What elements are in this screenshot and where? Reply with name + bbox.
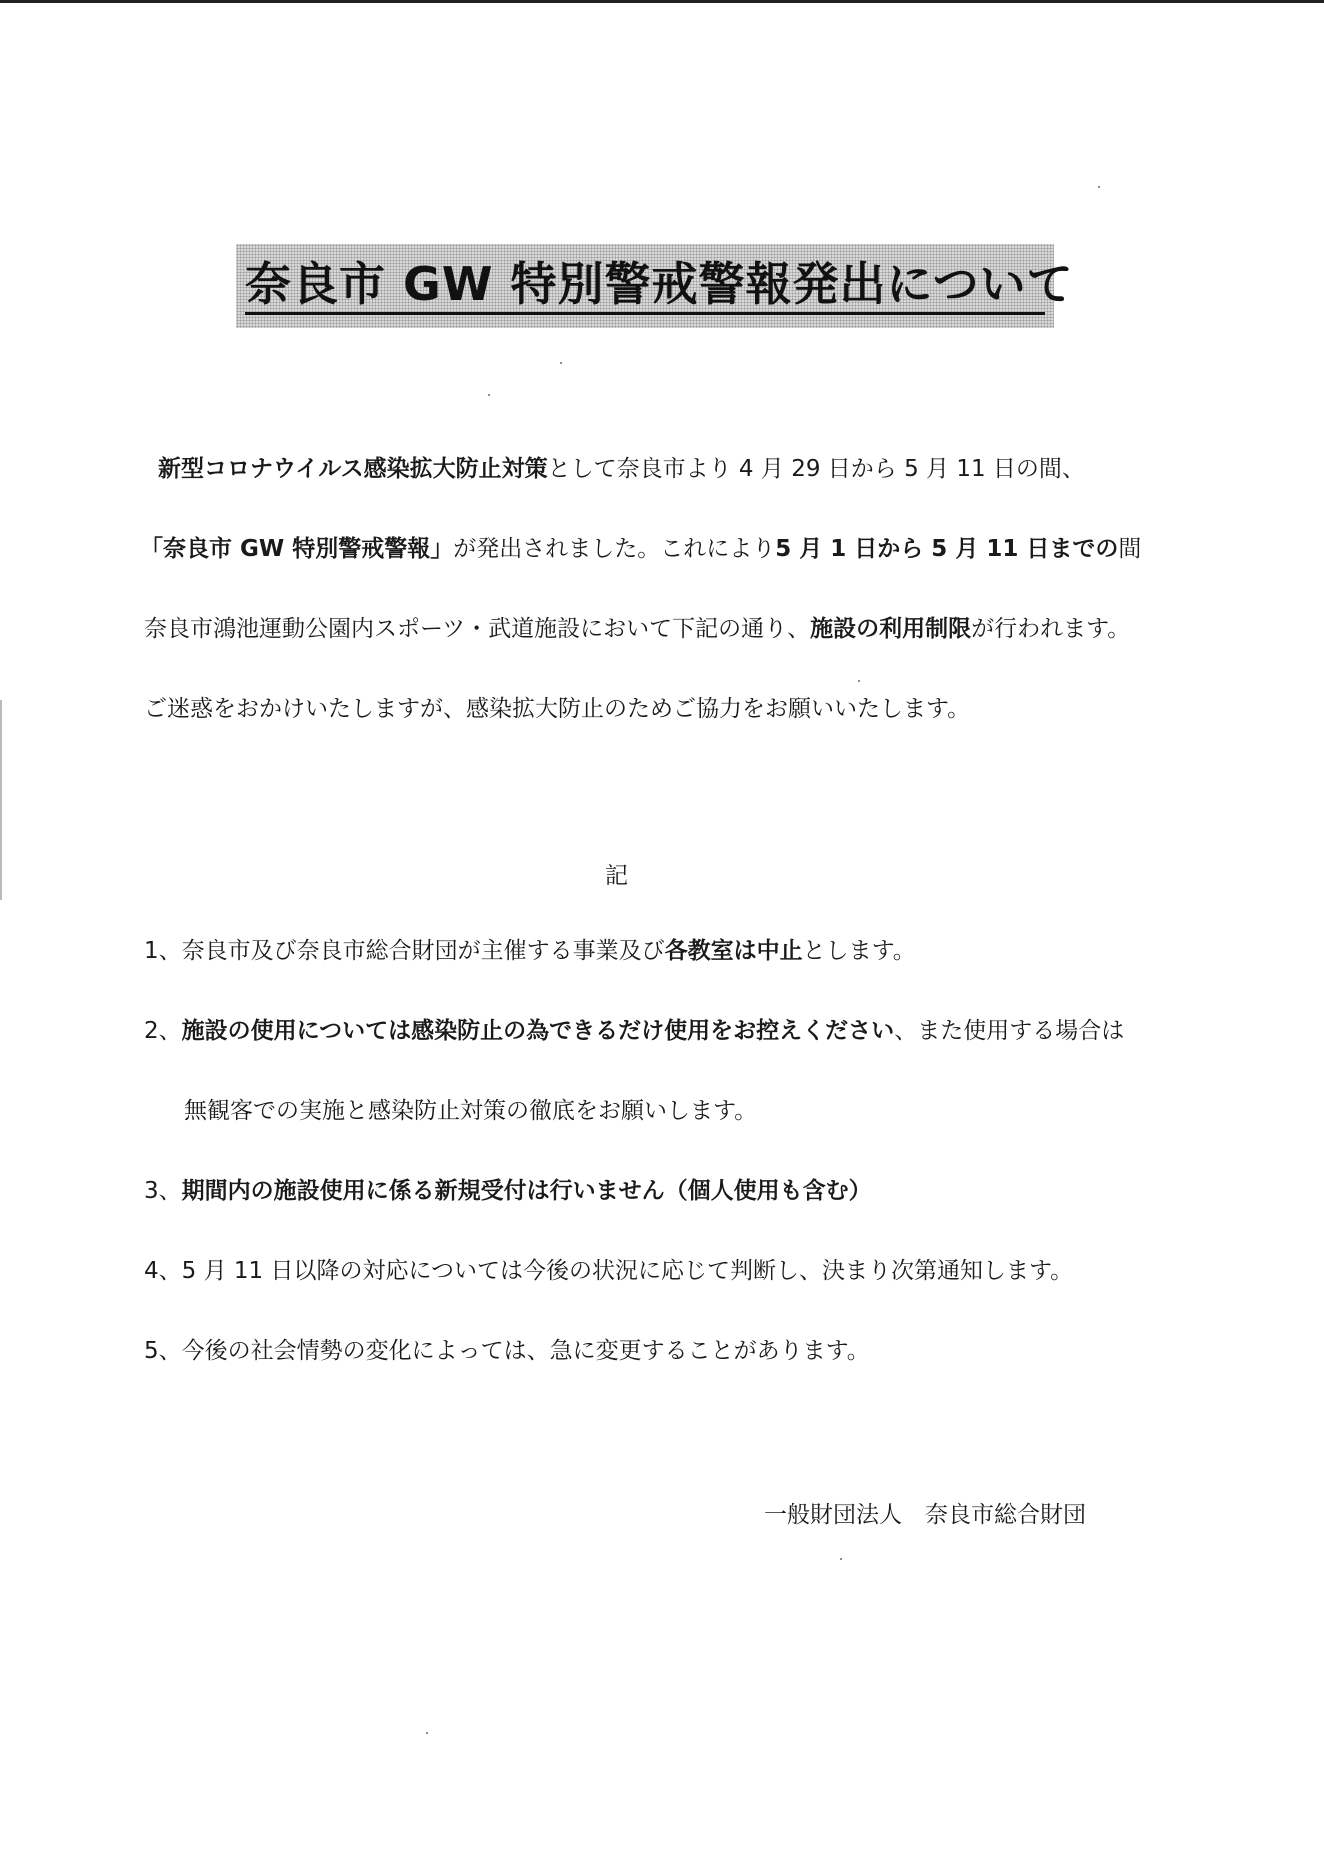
intro-line-2-bold-1: 「奈良市 GW 特別警戒警報」 xyxy=(140,536,454,562)
list-item-1-start: 奈良市及び奈良市総合財団が主催する事業及び xyxy=(181,938,665,964)
organization-signature: 一般財団法人 奈良市総合財団 xyxy=(764,1502,1086,1528)
scan-speck xyxy=(426,1732,428,1734)
intro-line-2-bold-2: 5 月 1 日から 5 月 11 日までの xyxy=(775,536,1119,562)
list-item-2-bold: 施設の使用については感染防止の為できるだけ使用をお控えください xyxy=(181,1018,895,1044)
intro-line-3-end: が行われます。 xyxy=(971,616,1131,642)
list-item-3 xyxy=(144,1176,872,1206)
intro-line-1 xyxy=(158,454,1085,484)
list-item-3-bold: 期間内の施設使用に係る新規受付は行いません（個人使用も含む） xyxy=(181,1178,872,1204)
scan-speck xyxy=(560,362,562,364)
list-item-2-end: 、また使用する場合は xyxy=(894,1018,1125,1044)
list-item-3-number: 3、 xyxy=(144,1178,182,1204)
list-item-4-number: 4、 xyxy=(144,1258,182,1284)
list-item-5 xyxy=(144,1336,870,1366)
ki-heading: 記 xyxy=(605,863,628,889)
list-item-4-text: 5 月 11 日以降の対応については今後の状況に応じて判断し、決まり次第通知します。 xyxy=(181,1258,1074,1284)
scan-speck xyxy=(840,1558,842,1560)
list-item-2-number: 2、 xyxy=(144,1018,182,1044)
list-item-2-continuation: 無観客での実施と感染防止対策の徹底をお願いします。 xyxy=(184,1098,758,1124)
intro-line-3-start: 奈良市鴻池運動公園内スポーツ・武道施設において下記の通り、 xyxy=(144,616,811,642)
intro-line-1-bold: 新型コロナウイルス感染拡大防止対策 xyxy=(158,456,548,482)
intro-line-2-mid: が発出されました。これにより xyxy=(453,536,776,562)
scan-speck xyxy=(1098,186,1100,188)
list-item-1 xyxy=(144,936,916,966)
page-title: 奈良市 GW 特別警戒警報発出について xyxy=(245,258,1045,315)
intro-line-2 xyxy=(140,534,1141,564)
list-item-4 xyxy=(144,1256,1073,1286)
list-item-1-number: 1、 xyxy=(144,938,182,964)
list-item-2 xyxy=(144,1016,1124,1046)
intro-line-3-bold: 施設の利用制限 xyxy=(810,616,972,642)
title-banner xyxy=(236,244,1074,328)
list-item-5-number: 5、 xyxy=(144,1338,182,1364)
scan-left-edge xyxy=(0,700,2,900)
intro-line-3 xyxy=(144,614,1130,644)
intro-line-4: ご迷惑をおかけいたしますが、感染拡大防止のためご協力をお願いいたします。 xyxy=(144,696,971,722)
scan-speck xyxy=(488,394,490,396)
scan-top-edge xyxy=(0,0,1324,3)
list-item-1-bold: 各教室は中止 xyxy=(664,938,803,964)
list-item-1-end: とします。 xyxy=(802,938,916,964)
list-item-5-text: 今後の社会情勢の変化によっては、急に変更することがあります。 xyxy=(181,1338,870,1364)
intro-line-1-rest: として奈良市より 4 月 29 日から 5 月 11 日の間、 xyxy=(547,456,1085,482)
intro-line-2-end: 間 xyxy=(1118,536,1142,562)
scan-speck xyxy=(858,680,860,682)
